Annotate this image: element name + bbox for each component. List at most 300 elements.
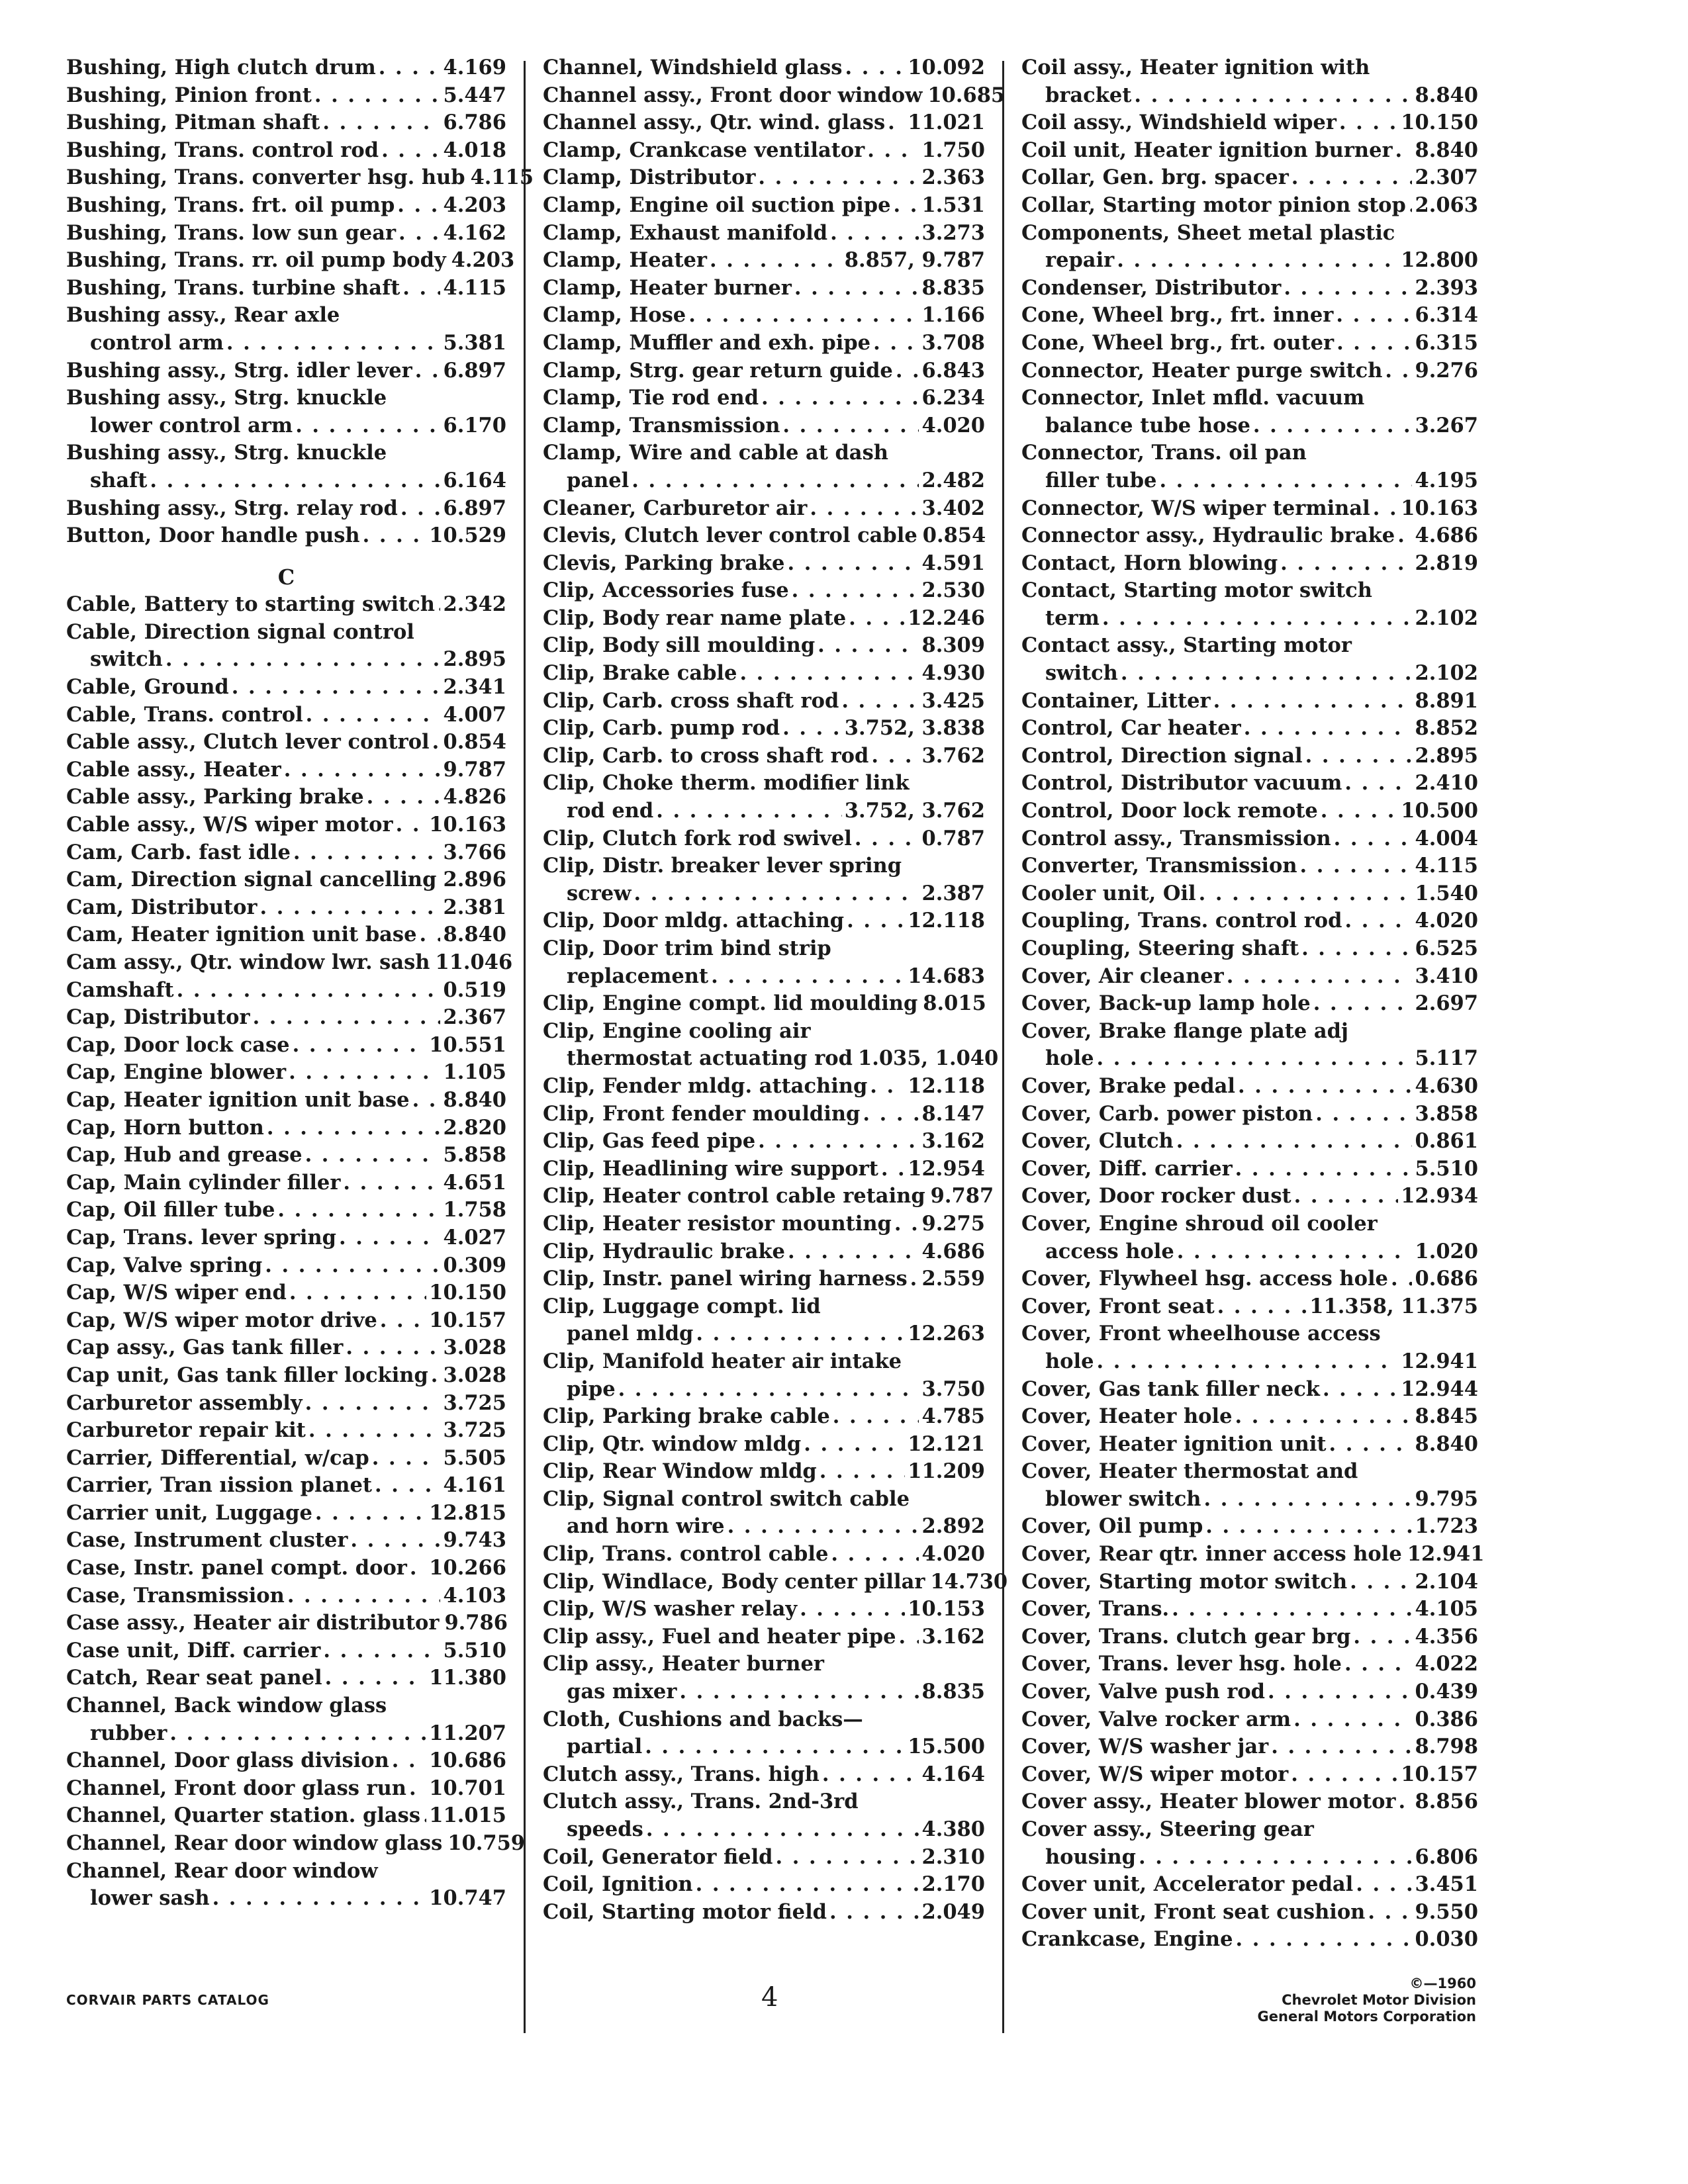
index-entry [1021,439,1478,494]
part-name: Cover, Gas tank filler neck [1021,1377,1320,1401]
index-entry [66,619,506,674]
dot-leader [420,921,441,949]
entry-line [66,811,506,839]
entry-line [66,164,534,192]
dot-leader [315,1500,426,1527]
dot-leader [794,275,919,302]
page-reference: 3.708 [921,330,985,355]
index-entry [543,660,985,688]
part-name: thermostat actuating rod [567,1046,853,1071]
part-name: Cam assy., Qtr. window lwr. sash [66,950,430,974]
part-name: Coupling, Steering shaft [1021,936,1299,960]
column-divider [524,61,526,2033]
entry-line [66,1775,506,1803]
page-reference: 2.102 [1415,606,1478,630]
page-reference: 4.203 [451,248,515,273]
entry-line [1021,577,1478,605]
index-entry [543,247,985,275]
part-name: Cap, Oil filler tube [66,1198,275,1222]
dot-leader [165,646,441,674]
index-entry [1021,1128,1478,1156]
entry-line [543,1761,985,1789]
part-name: Button, Door handle push [66,523,360,548]
dot-leader [381,137,440,165]
part-name: Cover, Brake flange plate adj [1021,1019,1348,1043]
entry-continuation-line [543,1678,985,1706]
entry-line [1021,1569,1478,1596]
page-reference: 4.115 [470,165,534,190]
page-reference: 6.786 [443,111,506,135]
part-name: Clip, Carb. cross shaft rod [543,688,839,713]
page-reference: 3.028 [443,1336,506,1360]
index-entry [1021,797,1478,825]
part-name: Connector, W/S wiper terminal [1021,496,1370,520]
index-entry [66,1582,506,1610]
entry-line [66,729,506,756]
page-reference: 3.028 [443,1363,506,1387]
page-reference: 4.020 [921,1542,985,1567]
index-entry [543,495,985,523]
entry-line [1021,1320,1478,1348]
entry-continuation-line [1021,660,1478,688]
index-entry [1021,1513,1478,1541]
division-name: Chevrolet Motor Division [1282,1992,1476,2008]
index-entry [1021,935,1478,963]
page-reference: 12.941 [1407,1542,1485,1567]
page-reference: 6.164 [443,468,506,492]
entry-line [66,522,506,550]
entry-line [1021,192,1478,220]
entry-line [66,1637,506,1665]
page-reference: 2.381 [443,895,506,919]
corporation-name: General Motors Corporation [1257,2009,1476,2025]
entry-line [1021,1761,1478,1789]
page-reference: 8.840 [1415,1432,1478,1456]
page-reference: 10.150 [1401,111,1478,135]
dot-leader [287,1582,441,1610]
index-entry [543,1238,985,1266]
dot-leader [438,591,441,619]
part-name: gas mixer [567,1680,677,1704]
entry-line [543,550,985,578]
index-entry [1021,1926,1478,1954]
index-entry [66,1610,506,1637]
page-reference: 5.858 [443,1143,506,1167]
dot-leader [410,1555,426,1582]
column-divider [1002,61,1004,2033]
entry-line [1021,1541,1485,1569]
entry-continuation-line [1021,1348,1478,1376]
index-entry [66,1279,506,1307]
entry-line [543,275,985,302]
entry-line [1021,1513,1478,1541]
dot-leader [1291,1761,1398,1789]
index-entry [1021,137,1478,165]
dot-leader [1159,467,1412,495]
part-name: Bushing, Trans. control rod [66,138,379,162]
page-reference: 11.015 [429,1803,506,1828]
part-name: Clip, Heater control cable retaing [543,1184,925,1208]
dot-leader [761,385,919,412]
page-reference: 3.725 [443,1390,506,1415]
index-entry [1021,1733,1478,1761]
index-entry [543,220,985,248]
page-reference: 8.852 [1415,716,1478,741]
part-name: Converter, Transmission [1021,854,1297,878]
page-reference: 0.861 [1415,1129,1478,1154]
dot-leader [306,702,441,729]
dot-leader [1284,275,1412,302]
entry-line [1021,825,1478,853]
dot-leader [293,839,441,867]
dot-leader [679,1678,919,1706]
part-name: Cable assy., Parking brake [66,785,364,809]
index-entry [543,109,985,137]
entry-line [1021,1733,1478,1761]
part-name: Clip, Gas feed pipe [543,1129,756,1154]
dot-leader [1199,880,1413,908]
dot-leader [1203,1486,1412,1514]
entry-continuation-line [543,1816,985,1844]
dot-leader [831,1541,919,1569]
dot-leader [1301,935,1412,963]
dot-leader [1268,1678,1412,1706]
index-entry [1021,688,1478,715]
index-column-3 [1021,54,1485,1954]
page-reference: 2.896 [443,868,506,892]
dot-leader [1409,192,1413,220]
page-reference: 8.015 [923,991,986,1016]
entry-line [66,82,506,110]
index-entry [66,1169,506,1197]
index-entry [66,1775,506,1803]
dot-leader [829,1899,919,1927]
part-name: Cam, Direction signal cancelling [66,868,437,892]
entry-line [543,1788,985,1816]
dot-leader [782,715,842,743]
dot-leader [1235,1926,1412,1954]
index-entry [543,1486,985,1541]
part-name: Cover unit, Front seat cushion [1021,1899,1366,1924]
index-entry [1021,1569,1478,1596]
entry-continuation-line [543,1733,985,1761]
page-reference: 14.730 [930,1569,1008,1594]
dot-leader [346,1334,440,1362]
index-entry [66,1252,506,1280]
entry-line [1021,880,1478,908]
page-reference: 6.525 [1415,936,1478,960]
part-name: Cable assy., W/S wiper motor [66,813,393,837]
page-reference: 6.314 [1415,303,1478,328]
entry-line [543,1651,985,1678]
index-entry [1021,907,1478,935]
dot-leader [1334,825,1413,853]
entry-line [1021,357,1478,385]
entry-continuation-line [66,646,506,674]
entry-line [66,1059,506,1087]
index-entry [66,1692,506,1747]
entry-line [543,1569,1008,1596]
part-name: Cover, Heater thermostat and [1021,1459,1358,1484]
page-reference: 10.529 [429,523,506,548]
index-entry [1021,1183,1478,1210]
index-entry [66,674,506,702]
part-name: Cam, Distributor [66,895,258,919]
part-name: Cover, Door rocker dust [1021,1184,1291,1208]
dot-leader [267,1115,441,1142]
part-name: Cap assy., Gas tank filler [66,1336,344,1360]
page-number: 4 [761,1982,778,2013]
entry-line [543,1238,985,1266]
dot-leader [645,1733,905,1761]
page-reference: 3.752, 3.838 [844,716,985,741]
entry-continuation-line [1021,247,1478,275]
entry-line [66,894,506,922]
part-name: Coil, Generator field [543,1844,773,1869]
dot-leader [412,1087,441,1115]
page-reference: 2.820 [443,1115,506,1140]
dot-leader [323,1637,440,1665]
dot-leader [226,330,441,357]
entry-line [543,302,985,330]
entry-line [543,1348,985,1376]
index-entry [1021,1651,1478,1678]
dot-leader [1293,1706,1412,1734]
entry-line [66,1417,506,1445]
entry-line [66,385,506,412]
part-name: Cap, W/S wiper motor drive [66,1308,377,1332]
page-reference: 4.630 [1415,1073,1478,1098]
index-entry [66,949,513,977]
page-reference: 8.857, 9.787 [844,248,985,273]
page-reference: 6.315 [1415,330,1478,355]
page-reference: 4.686 [921,1239,985,1263]
entry-line [66,1582,506,1610]
page-reference: 3.752, 3.762 [844,799,985,823]
part-name: Channel, Rear door window glass [66,1831,443,1855]
part-name: Clamp, Muffler and exh. pipe [543,330,871,355]
part-name: Cover, Valve rocker arm [1021,1707,1291,1731]
entry-continuation-line [1021,1238,1478,1266]
dot-leader [727,1513,919,1541]
part-name: Clamp, Heater burner [543,275,792,300]
part-name: Control, Door lock remote [1021,799,1318,823]
entry-line [66,866,506,894]
entry-line [543,715,985,743]
dot-leader [1339,109,1398,137]
part-name: Crankcase, Engine [1021,1927,1233,1952]
dot-leader [758,164,919,192]
dot-leader [1244,715,1413,743]
index-entry [543,577,985,605]
entry-continuation-line [543,1513,985,1541]
entry-line [1021,1788,1478,1816]
index-entry [543,1403,985,1431]
page-reference: 8.840 [1415,138,1478,162]
entry-line [1021,1183,1478,1210]
entry-line [1021,990,1478,1018]
part-name: Bushing assy., Strg. knuckle [66,386,387,410]
part-name: Clip assy., Fuel and heater pipe [543,1624,896,1649]
entry-line [66,1224,506,1252]
page-reference: 4.115 [443,275,506,300]
page-reference: 8.840 [443,923,506,947]
page-reference: 8.147 [921,1101,985,1126]
index-entry [1021,522,1478,550]
page-reference: 4.356 [1415,1624,1478,1649]
dot-leader [800,1596,905,1623]
dot-leader [397,192,440,220]
index-entry [66,1334,506,1362]
index-entry [543,1596,985,1623]
dot-leader [1097,1348,1399,1376]
dot-leader [1399,1788,1413,1816]
page-reference: 12.944 [1401,1377,1478,1401]
page-reference: 3.273 [921,220,985,245]
part-name: access hole [1045,1239,1174,1263]
index-entry [1021,54,1478,109]
page-reference: 12.954 [908,1156,985,1181]
entry-line [66,1115,506,1142]
index-entry [543,1788,985,1843]
part-name: Components, Sheet metal plastic [1021,220,1395,245]
part-name: Control, Distributor vacuum [1021,771,1342,796]
part-name: lower control arm [90,413,293,437]
page-reference: 12.800 [1401,248,1478,273]
page-reference: 11.209 [908,1459,985,1484]
entry-line [543,1871,985,1899]
dot-leader [1227,963,1413,991]
part-name: Cable assy., Heater [66,757,281,782]
dot-leader [169,1720,426,1748]
index-entry [66,977,506,1005]
index-entry [66,1527,506,1555]
entry-line [1021,852,1478,880]
dot-leader [1235,1403,1413,1431]
index-entry [66,1032,506,1060]
dot-leader [867,137,919,165]
entry-line [1021,1816,1478,1844]
index-entry [1021,715,1478,743]
entry-line [66,1307,506,1335]
part-name: Collar, Starting motor pinion stop [1021,193,1406,217]
index-entry [66,220,506,248]
dot-leader [1329,1431,1413,1459]
dot-leader [888,109,905,137]
dot-leader [1300,852,1413,880]
page-reference: 4.686 [1415,523,1478,548]
index-entry [543,852,985,907]
dot-leader [894,1210,919,1238]
index-entry [1021,1210,1478,1265]
part-name: Cooler unit, Oil [1021,881,1196,905]
index-entry [66,357,506,385]
index-entry [543,1265,985,1293]
part-name: term [1045,606,1100,630]
dot-leader [845,54,905,82]
dot-leader [881,1156,905,1183]
page-reference: 2.170 [921,1872,985,1897]
part-name: Cap, W/S wiper end [66,1281,287,1305]
part-name: Cap, Hub and grease [66,1143,303,1167]
entry-continuation-line [1021,467,1478,495]
dot-leader [696,1871,919,1899]
page-reference: 0.309 [443,1253,506,1277]
index-entry [66,1059,506,1087]
page-reference: 2.892 [921,1514,985,1539]
dot-leader [1368,1899,1412,1927]
entry-continuation-line [66,467,506,495]
index-entry [543,357,985,385]
entry-line [543,164,985,192]
entry-continuation-line [543,1376,985,1404]
page-reference: 11.380 [429,1666,506,1690]
entry-line [66,591,506,619]
index-entry [1021,164,1478,192]
page-reference: 4.027 [443,1225,506,1250]
part-name: Connector, Heater purge switch [1021,358,1383,383]
part-name: panel [567,468,630,492]
part-name: Bushing assy., Rear axle [66,303,340,328]
dot-leader [1121,660,1413,688]
index-entry [66,1362,506,1390]
part-name: pipe [567,1377,616,1401]
index-entry [66,866,506,894]
part-name: Cover, Valve push rod [1021,1680,1265,1704]
entry-line [1021,1073,1478,1101]
page-reference: 10.266 [429,1556,506,1580]
page-reference: 11.046 [435,950,513,974]
part-name: Cover assy., Steering gear [1021,1817,1314,1841]
page-reference: 4.651 [443,1170,506,1195]
page-reference: 2.697 [1415,991,1478,1016]
index-entry [66,1500,506,1527]
part-name: Bushing, Pitman shaft [66,111,320,135]
index-entry [543,715,985,743]
entry-line [543,1183,994,1210]
part-name: Cover unit, Accelerator pedal [1021,1872,1354,1897]
page-reference: 3.162 [921,1624,985,1649]
part-name: Clamp, Strg. gear return guide [543,358,893,383]
page-reference: 5.505 [443,1445,506,1470]
dot-leader [633,880,919,908]
index-entry [66,591,506,619]
entry-line [1021,1101,1478,1128]
entry-line [1021,330,1478,357]
index-entry [543,688,985,715]
index-entry [543,1458,985,1486]
part-name: Cap, Trans. lever spring [66,1225,336,1250]
index-entry [1021,1816,1478,1871]
entry-line [543,357,985,385]
entry-line [66,921,506,949]
part-name: Clamp, Hose [543,303,686,328]
entry-line [1021,220,1478,248]
dot-leader [1271,1733,1412,1761]
entry-line [66,192,506,220]
entry-line [66,674,506,702]
part-name: Clip, Heater resistor mounting [543,1211,892,1236]
part-name: partial [567,1735,643,1759]
page-reference: 10.150 [429,1281,506,1305]
dot-leader [402,275,440,302]
entry-line [66,839,506,867]
part-name: Clip, Manifold heater air intake [543,1349,902,1373]
part-name: Clip, Distr. breaker lever spring [543,854,902,878]
entry-line [543,1899,985,1927]
page-reference: 3.858 [1415,1101,1478,1126]
index-entry [1021,632,1478,687]
